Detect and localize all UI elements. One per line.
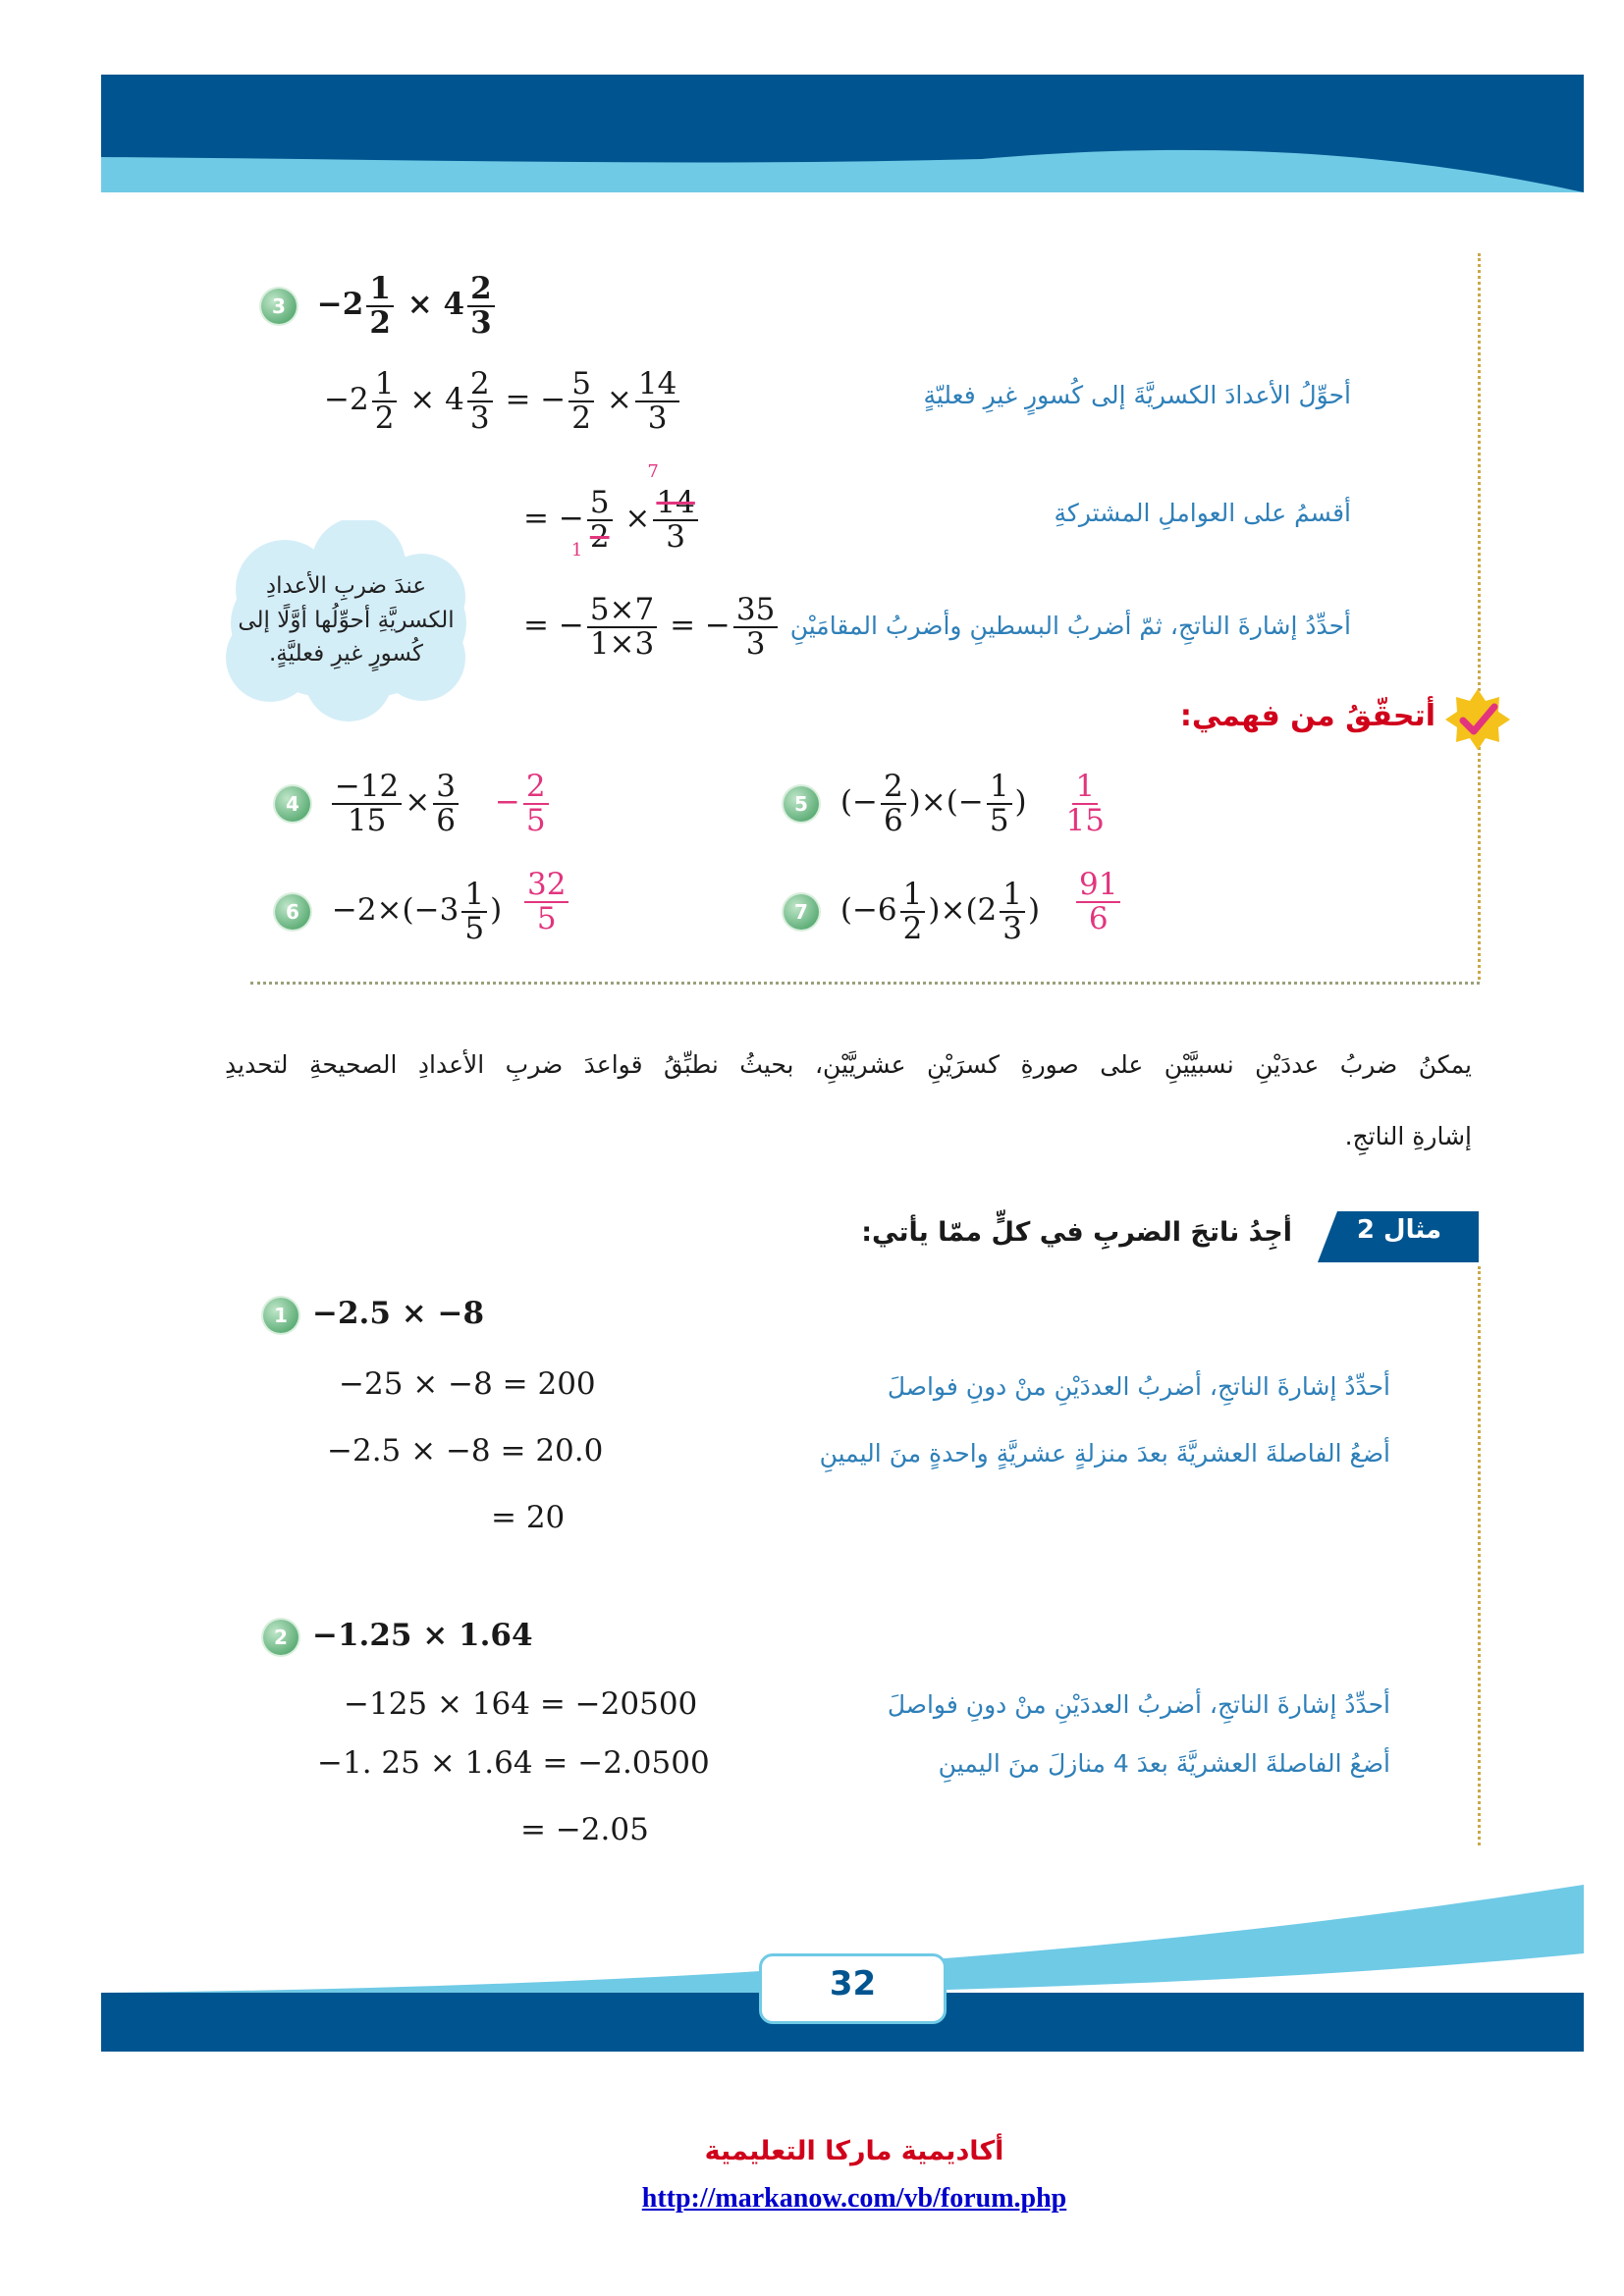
check-item-4: 4 $\frac{-12}{15}$ × $\frac{3}{6}$ − $\frac{2}{5}$ [275, 771, 552, 836]
example-1-line-1: −25 × −8 = 200 [339, 1366, 596, 1402]
step-2-equation: = − 5 2 1 × 14 3 7 [523, 487, 701, 553]
intro-paragraph-line-2: إشارةِ الناتجِ. [1344, 1122, 1472, 1150]
example-1-line-3: = 20 [491, 1500, 566, 1535]
section-frame-bottom [250, 982, 1480, 985]
note-step-2: أقسمُ على العواملِ المشتركةِ [1054, 499, 1351, 527]
example-problem-1: 1 −2.5 × −8 [263, 1296, 484, 1333]
check-badge-icon [1443, 687, 1512, 752]
section-frame-right [1478, 253, 1481, 980]
check-title: أتحقّقُ من فهمي: [1179, 699, 1435, 733]
step-3-equation: = − $\frac{5\times 7}{1\times 3}$ = − $\frac{35}{3}$ [523, 594, 781, 660]
example-badge: مثال 2 [1356, 1215, 1442, 1245]
example-2-note-2: أضعُ الفاصلةَ العشريَّةَ بعدَ 4 منازلَ منَ اليمينِ [938, 1749, 1390, 1778]
check-item-5: 5 (− $\frac{2}{6}$ )×(− $\frac{1}{5}$ ) $\frac{1}{15}$ [784, 771, 1110, 836]
example-frame-right [1478, 1266, 1481, 1845]
note-step-1: أحوِّلُ الأعدادَ الكسريَّةَ إلى كُسورٍ غيرِ فعليّةٍ [923, 381, 1351, 409]
example-title: أجِدُ ناتجَ الضربِ في كلٍّ ممّا يأتي: [861, 1217, 1292, 1248]
problem-3: 3 −2 $\frac{1}{2}$ × 4 $\frac{2}{3}$ [261, 273, 498, 339]
example-problem-2: 2 −1.25 × 1.64 [263, 1618, 533, 1655]
problem-number-badge: 3 [261, 289, 297, 324]
example-2-line-1: −125 × 164 = −20500 [344, 1686, 698, 1722]
note-step-3: أحدِّدُ إشارةَ الناتجِ، ثمّ أضربُ البسطينِ وأضربُ المقامَيْنِ [789, 612, 1351, 640]
example-2-note-1: أحدِّدُ إشارةَ الناتجِ، أضربُ العددَيْنِ منْ دونِ فواصلَ [887, 1690, 1390, 1719]
tip-cloud-text: عندَ ضربِ الأعدادِ الكسريَّةِ أحوِّلُها أوَّلًا إلى كُسورٍ غيرِ فعليَّةٍ. [238, 573, 455, 667]
check-answer-4: − $\frac{2}{5}$ [495, 784, 552, 820]
cancel-result-top: 7 [647, 461, 659, 482]
example-2-line-3: = −2.05 [520, 1812, 649, 1847]
check-answer-6: $\frac{32}{5}$ [521, 882, 571, 918]
check-answer-7: $\frac{91}{6}$ [1073, 882, 1123, 918]
check-answer-5: $\frac{1}{15}$ [1065, 769, 1105, 838]
top-banner [0, 0, 1624, 196]
footer-academy: أكاديمية ماركا التعليمية [704, 2136, 1004, 2166]
example-2-line-2: −1. 25 × 1.64 = −2.0500 [317, 1745, 710, 1781]
example-1-line-2: −2.5 × −8 = 20.0 [327, 1433, 604, 1468]
check-item-7: 7 (−6 $\frac{1}{2}$ )×(2 $\frac{1}{3}$ ) $\frac{91}{6}$ [784, 879, 1123, 944]
check-item-6: 6 −2×(−3 $\frac{1}{5}$ ) $\frac{32}{5}$ [275, 879, 571, 944]
footer-link[interactable]: http://markanow.com/vb/forum.php [641, 2183, 1067, 2214]
intro-paragraph-line-1: يمكنُ ضربُ عددَيْنِ نسبيَّيْنِ على صورةِ كسرَيْنِ عشريَّيْنِ، بحيثُ نطبِّقُ قواعدَ ضربِ الأعدادِ الصحيحةِ لتحديدِ [225, 1050, 1472, 1079]
page-number: 32 [829, 1964, 877, 2003]
example-1-note-1: أحدِّدُ إشارةَ الناتجِ، أضربُ العددَيْنِ منْ دونِ فواصلَ [887, 1372, 1390, 1401]
cancel-result-bottom: 1 [570, 540, 583, 561]
step-1-equation: −2 $\frac{1}{2}$ × 4 $\frac{2}{3}$ = − $\frac{5}{2}$ × $\frac{14}{3}$ [324, 368, 682, 434]
example-1-note-2: أضعُ الفاصلةَ العشريَّةَ بعدَ منزلةٍ عشريَّةٍ واحدةٍ منَ اليمينِ [819, 1439, 1390, 1468]
